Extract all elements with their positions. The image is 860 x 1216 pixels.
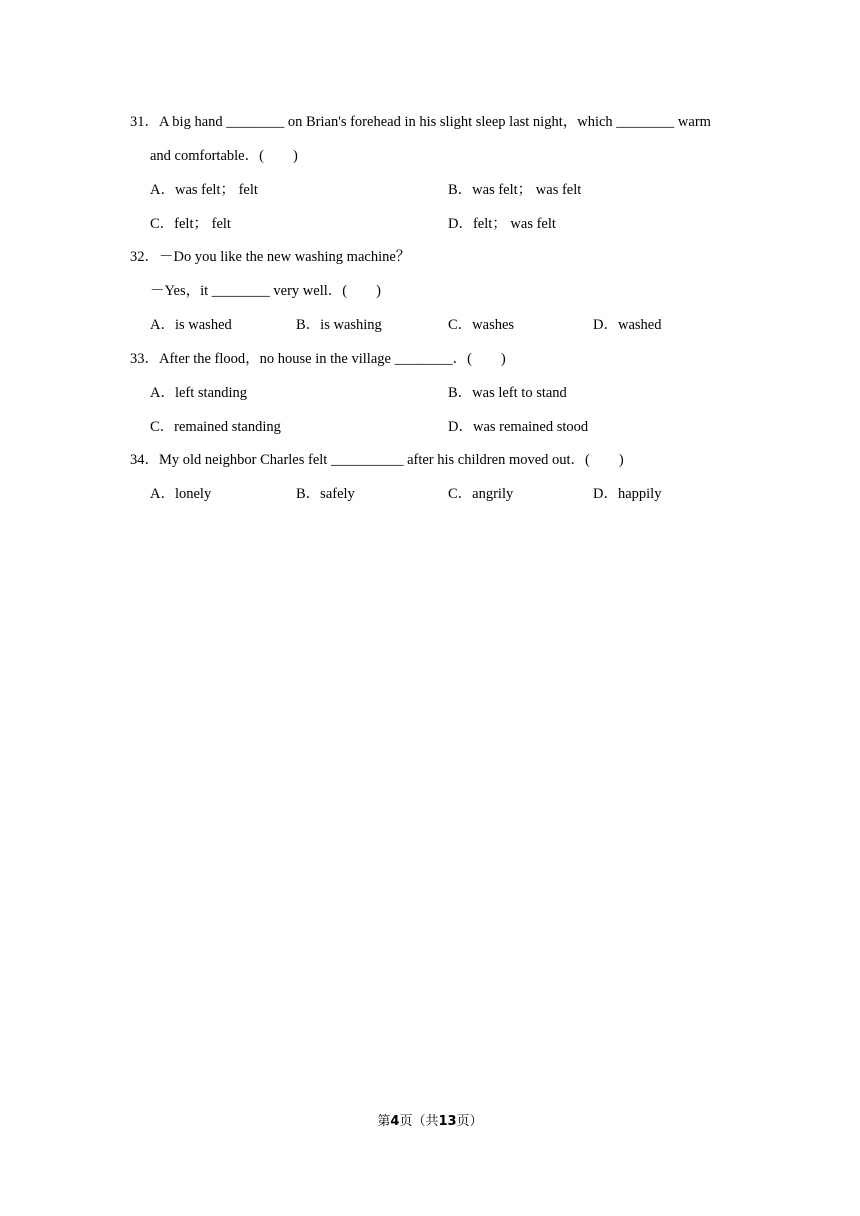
question-32-option-a: A．is washed — [150, 317, 232, 333]
question-34-option-b: B．safely — [296, 486, 355, 502]
question-31-stem-continued: and comfortable．( ) — [150, 148, 298, 164]
footer-page-number: 4 — [390, 1114, 400, 1129]
question-33-stem: 33．After the flood，no house in the village ________．( ) — [130, 351, 506, 367]
question-32-option-b: B．is washing — [296, 317, 382, 333]
question-32-option-d: D．washed — [593, 317, 662, 333]
question-32-stem: 32．－Do you like the new washing machine？ — [130, 249, 411, 265]
question-31-option-b: B．was felt； was felt — [448, 182, 582, 198]
question-34-option-c: C．angrily — [448, 486, 514, 502]
question-34-stem: 34．My old neighbor Charles felt __________ after his children moved out．( ) — [130, 452, 624, 468]
question-31-option-d: D．felt； was felt — [448, 216, 556, 232]
question-32-stem-continued: －Yes，it ________ very well．( ) — [150, 283, 381, 299]
question-31-stem: 31．A big hand ________ on Brian's forehead in his slight sleep last night，which ________ warm — [130, 114, 711, 130]
footer-prefix: 第 — [377, 1114, 391, 1129]
question-33-option-c: C．remained standing — [150, 419, 281, 435]
question-33-option-b: B．was left to stand — [448, 385, 567, 401]
question-32-option-c: C．washes — [448, 317, 515, 333]
footer-total-pages: 13 — [438, 1114, 457, 1129]
footer-suffix: 页） — [456, 1114, 483, 1129]
page-footer — [0, 1110, 860, 1129]
question-31-option-a: A．was felt； felt — [150, 182, 258, 198]
question-31-option-c: C．felt； felt — [150, 216, 231, 232]
question-34-option-d: D．happily — [593, 486, 662, 502]
question-33-option-a: A．left standing — [150, 385, 248, 401]
question-33-option-d: D．was remained stood — [448, 419, 589, 435]
question-34-option-a: A．lonely — [150, 486, 212, 502]
footer-middle: 页（共 — [399, 1114, 439, 1129]
